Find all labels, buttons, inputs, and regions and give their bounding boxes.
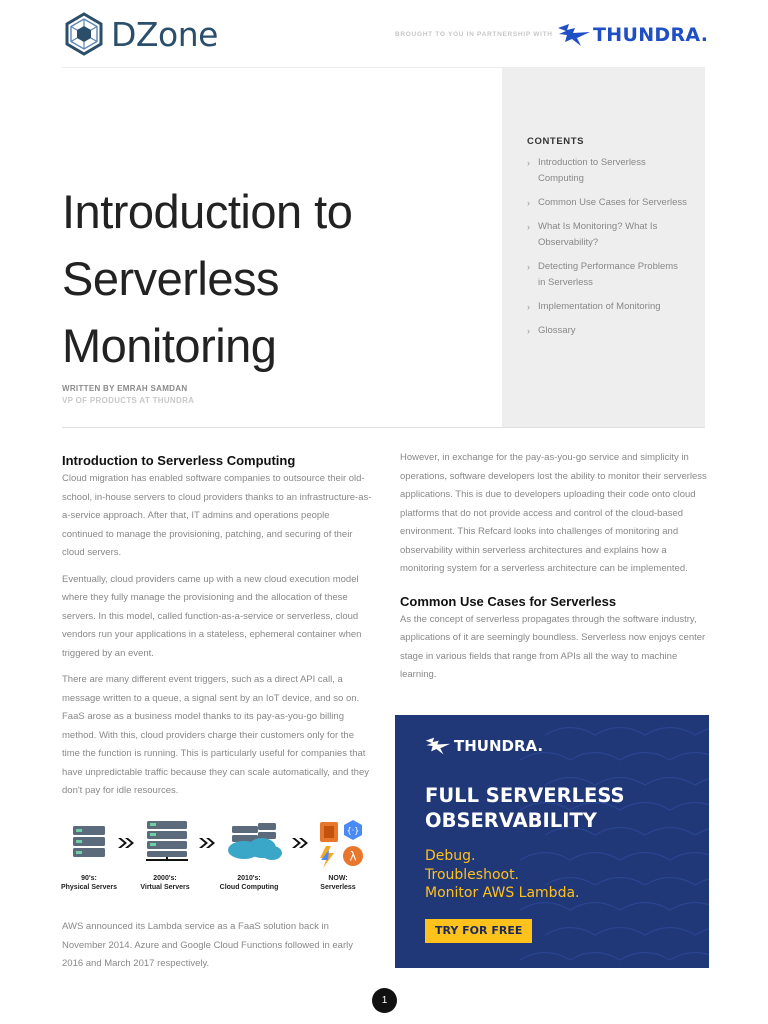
toc-item-label: Introduction to Serverless Computing xyxy=(538,157,646,184)
section-heading-use-cases: Common Use Cases for Serverless xyxy=(400,593,617,609)
toc-item-label: What Is Monitoring? What Is Observability? xyxy=(538,221,658,248)
svg-text:{·}: {·} xyxy=(346,826,360,835)
paragraph: As the concept of serverless propagates through the software industry, applications of it are seemingly boundless. Serverless now enjoys center stage in various fields that range from APIs all the way to machine learning. xyxy=(400,613,706,680)
toc-heading: CONTENTS xyxy=(527,136,585,147)
stage-era: NOW: xyxy=(328,875,348,882)
toc-item-performance[interactable] xyxy=(527,259,687,291)
partnership-caption: BROUGHT TO YOU IN PARTNERSHIP WITH xyxy=(395,31,553,38)
thundra-bird-icon xyxy=(557,22,591,48)
paragraph: Cloud migration has enabled software companies to outsource their old-school, in-house servers to cloud providers thanks to an infrastructure-as-a-service approach. After that, IT admins and operations people continued to manage the provisioning, patching, and securing of their cloud servers. xyxy=(62,473,372,558)
right-column xyxy=(400,449,710,693)
stage-label-cloud xyxy=(219,874,279,892)
section-divider xyxy=(62,427,705,428)
double-chevron-right-icon xyxy=(199,838,215,848)
toc-item-use-cases[interactable] xyxy=(527,195,687,211)
thundra-wordmark: THUNDRA. xyxy=(593,24,709,46)
cloud-servers-icon xyxy=(228,823,282,860)
thundra-advertisement[interactable] xyxy=(395,715,709,968)
stage-label-virtual xyxy=(135,874,195,892)
ad-thundra-logo xyxy=(425,736,543,756)
ad-headline-line: FULL SERVERLESS xyxy=(425,784,625,807)
dzone-logo[interactable] xyxy=(62,12,218,56)
stage-era: 2000's: xyxy=(153,875,177,882)
ad-subtext xyxy=(425,847,579,903)
chevron-right-icon: › xyxy=(527,222,530,232)
ad-subtext-line: Troubleshoot. xyxy=(425,866,520,883)
ad-brand-wordmark: THUNDRA. xyxy=(454,737,544,755)
byline-author: WRITTEN BY EMRAH SAMDAN xyxy=(62,384,188,393)
toc-item-label: Detecting Performance Problems in Serverless xyxy=(538,261,678,288)
stage-label-serverless xyxy=(308,874,368,892)
toc-item-label: Implementation of Monitoring xyxy=(538,301,661,312)
chevron-right-icon: › xyxy=(527,326,530,336)
stage-name: Cloud Computing xyxy=(219,884,279,891)
toc-item-introduction[interactable] xyxy=(527,155,687,187)
server-rack-icon xyxy=(73,826,105,857)
title-line-2: Serverless Monitoring xyxy=(62,252,280,372)
ad-subtext-line: Debug. xyxy=(425,848,476,864)
dzone-wordmark: DZone xyxy=(111,14,218,54)
page-header xyxy=(62,10,709,58)
ad-subtext-line: Monitor AWS Lambda. xyxy=(425,885,580,901)
stage-era: 2010's: xyxy=(237,875,261,882)
stage-name: Serverless xyxy=(320,884,356,891)
virtual-server-icon xyxy=(146,821,188,860)
double-chevron-right-icon xyxy=(118,838,134,848)
double-chevron-right-icon xyxy=(292,838,308,848)
ad-headline xyxy=(425,783,695,833)
toc-item-implementation[interactable] xyxy=(527,299,687,315)
paragraph: Eventually, cloud providers came up with a new cloud execution model where they fully manage the provisioning and the allocation of these servers. In this model, called function-as-a-service or serverless, cloud vendors run your applications in a stateless, ephemeral container when triggered by an event. xyxy=(62,573,362,659)
paragraph: However, in exchange for the pay-as-you-go service and simplicity in operations, software developers lost the ability to monitor their serverless applications. This is due to developers uploading their code onto cloud platforms that do not provide access and control of the cloud-based environment. This Refcard looks into challenges of monitoring and observability within serverless architectures and explains how a monitoring system for a serverless architecture can be implemented. xyxy=(400,452,707,574)
serverless-functions-icon xyxy=(320,820,363,868)
ad-headline-line: OBSERVABILITY xyxy=(425,809,597,832)
byline-role: VP OF PRODUCTS AT THUNDRA xyxy=(62,396,195,405)
chevron-right-icon: › xyxy=(527,302,530,312)
chevron-right-icon: › xyxy=(527,158,530,168)
thundra-bird-icon xyxy=(425,736,451,756)
title-line-1: Introduction to xyxy=(62,185,353,238)
stage-name: Virtual Servers xyxy=(140,884,190,891)
try-for-free-button[interactable]: TRY FOR FREE xyxy=(425,919,532,943)
thundra-logo[interactable] xyxy=(557,22,708,48)
stage-name: Physical Servers xyxy=(60,884,118,891)
chevron-right-icon: › xyxy=(527,198,530,208)
stage-label-physical xyxy=(59,874,119,892)
byline xyxy=(62,384,194,405)
chevron-right-icon: › xyxy=(527,262,530,272)
toc-item-label: Glossary xyxy=(538,325,576,336)
server-evolution-diagram xyxy=(62,816,372,896)
table-of-contents xyxy=(502,68,705,427)
stage-era: 90's: xyxy=(81,875,97,882)
left-column xyxy=(62,452,372,809)
page-title xyxy=(62,178,492,379)
paragraph: There are many different event triggers, such as a direct API call, a message written to a queue, a signal sent by an IoT device, and so on. FaaS arose as a business model thanks to its pay-as-you-go billing method. With this, cloud providers charge their customers only for the time the function is running. This is particularly useful for companies that have unpredictable traffic because they can scale automatically, and they don't pay for idle resources. xyxy=(62,674,370,796)
toc-item-monitoring[interactable] xyxy=(527,219,687,251)
page-number-badge: 1 xyxy=(372,988,397,1013)
svg-text:λ: λ xyxy=(349,849,357,864)
evolution-diagram-graphic xyxy=(62,816,372,874)
section-heading-introduction: Introduction to Serverless Computing xyxy=(62,453,296,468)
toc-item-glossary[interactable] xyxy=(527,323,687,339)
dzone-hexagon-icon xyxy=(62,12,106,56)
toc-item-label: Common Use Cases for Serverless xyxy=(538,197,687,208)
paragraph-lambda-history: AWS announced its Lambda service as a FaaS solution back in November 2014. Azure and Google Cloud Functions followed in early 2016 and March 2017 respectively. xyxy=(62,921,353,969)
